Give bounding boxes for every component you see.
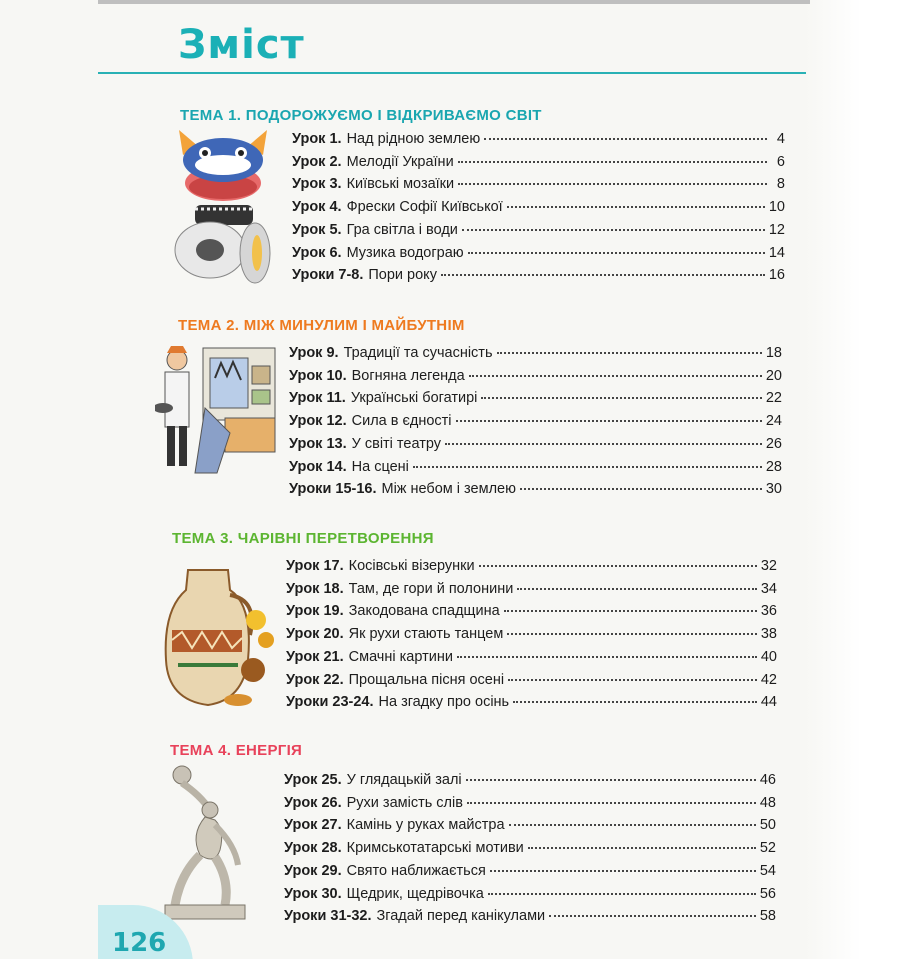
toc-entry <box>286 558 777 580</box>
dot-leader <box>507 633 757 635</box>
dot-leader <box>441 274 765 276</box>
lesson-page-number: 42 <box>760 671 777 688</box>
dot-leader <box>467 802 756 804</box>
lesson-number: Урок 27. <box>284 817 342 834</box>
lesson-number: Урок 9. <box>289 345 339 361</box>
lesson-title: Київські мозаїки <box>346 176 455 193</box>
lesson-number: Уроки 23-24. <box>286 694 374 711</box>
lesson-page-number: 56 <box>759 885 776 902</box>
lesson-number: Урок 4. <box>292 199 342 216</box>
lesson-page-number: 48 <box>759 794 776 811</box>
page-number: 126 <box>112 928 167 958</box>
lesson-number: Урок 21. <box>286 648 344 665</box>
dot-leader <box>497 352 762 354</box>
lesson-title: Згадай перед канікулами <box>376 908 546 925</box>
dot-leader <box>456 420 762 422</box>
toc-entry <box>292 245 785 267</box>
lesson-number: Урок 26. <box>284 794 342 811</box>
lesson-page-number: 26 <box>765 435 782 452</box>
dot-leader <box>517 588 757 590</box>
dot-leader <box>458 161 767 163</box>
toc-entry <box>292 154 785 176</box>
lesson-number: Урок 14. <box>289 458 347 475</box>
lesson-title: На згадку про осінь <box>378 694 510 711</box>
lesson-title: У глядацькій залі <box>346 772 462 788</box>
lesson-title: Сила в єдності <box>351 413 452 430</box>
lesson-page-number: 18 <box>765 345 782 361</box>
lesson-page-number: 36 <box>760 603 777 620</box>
dot-leader <box>549 915 756 917</box>
lesson-title: Гра світла і води <box>346 221 458 238</box>
lesson-number: Урок 28. <box>284 840 342 857</box>
dot-leader <box>520 488 762 490</box>
section-heading-3: ТЕМА 3. ЧАРІВНІ ПЕРЕТВОРЕННЯ <box>172 530 434 547</box>
lesson-page-number: 20 <box>765 367 782 384</box>
lesson-page-number: 14 <box>768 244 785 261</box>
dot-leader <box>481 397 761 399</box>
lesson-number: Урок 1. <box>292 131 342 147</box>
lesson-number: Урок 22. <box>286 671 344 688</box>
lesson-page-number: 28 <box>765 458 782 475</box>
lesson-number: Урок 19. <box>286 603 344 620</box>
lesson-title: Там, де гори й полонини <box>348 580 514 597</box>
top-edge <box>98 0 810 4</box>
lesson-title: Над рідною землею <box>346 131 481 147</box>
lesson-number: Урок 18. <box>286 580 344 597</box>
dot-leader <box>457 656 757 658</box>
lesson-page-number: 44 <box>760 694 777 711</box>
dot-leader <box>445 443 762 445</box>
toc-entry <box>289 390 782 412</box>
toc-entry <box>284 908 776 930</box>
dot-leader <box>458 183 767 185</box>
toc-entry <box>286 581 777 603</box>
dot-leader <box>513 701 757 703</box>
dot-leader <box>528 847 756 849</box>
toc-entry <box>292 267 785 289</box>
toc-entry <box>289 345 782 367</box>
lesson-page-number: 54 <box>759 862 776 879</box>
lesson-page-number: 46 <box>759 772 776 788</box>
page-title: Зміст <box>178 22 305 68</box>
dot-leader <box>508 679 757 681</box>
lesson-title: Смачні картини <box>348 648 453 665</box>
dot-leader <box>468 252 765 254</box>
dot-leader <box>488 893 756 895</box>
toc-entry <box>289 459 782 481</box>
lesson-title: Щедрик, щедрівочка <box>346 885 484 902</box>
dot-leader <box>504 610 757 612</box>
lesson-title: Прощальна пісня осені <box>348 671 505 688</box>
lesson-page-number: 4 <box>776 131 785 147</box>
lesson-title: Як рухи стають танцем <box>348 626 504 643</box>
lesson-title: Музика водограю <box>346 244 464 261</box>
lesson-number: Урок 12. <box>289 413 347 430</box>
lesson-page-number: 32 <box>760 558 777 574</box>
dot-leader <box>509 824 756 826</box>
lesson-title: Пори року <box>368 267 437 284</box>
lesson-title: Між небом і землею <box>381 481 516 498</box>
lesson-title: Рухи замість слів <box>346 794 463 811</box>
toc-entry <box>286 649 777 671</box>
lesson-number: Урок 2. <box>292 153 342 170</box>
dot-leader <box>484 138 767 140</box>
lesson-title: На сцені <box>351 458 409 475</box>
dot-leader <box>413 466 762 468</box>
toc-entry <box>284 772 776 794</box>
lesson-title: Фрески Софії Київської <box>346 199 503 216</box>
toc-entry <box>292 222 785 244</box>
section-heading-1: ТЕМА 1. ПОДОРОЖУЄМО І ВІДКРИВАЄМО СВІТ <box>180 107 542 124</box>
toc-entry <box>286 626 777 648</box>
dot-leader <box>479 565 757 567</box>
lesson-number: Урок 29. <box>284 862 342 879</box>
toc-entry <box>286 603 777 625</box>
ceramic-jug-icon <box>158 560 278 715</box>
lesson-number: Урок 20. <box>286 626 344 643</box>
toc-entry <box>286 694 777 716</box>
lesson-number: Урок 10. <box>289 367 347 384</box>
lesson-title: Вогняна легенда <box>351 367 465 384</box>
lesson-page-number: 22 <box>765 390 782 407</box>
lesson-number: Урок 3. <box>292 176 342 193</box>
lesson-page-number: 40 <box>760 648 777 665</box>
artist-studio-icon <box>155 338 280 483</box>
dot-leader <box>490 870 756 872</box>
toc-entry <box>292 199 785 221</box>
lesson-page-number: 34 <box>760 580 777 597</box>
toc-entry <box>284 886 776 908</box>
lesson-number: Урок 17. <box>286 558 344 574</box>
lesson-page-number: 24 <box>765 413 782 430</box>
lesson-title: Камінь у руках майстра <box>346 817 505 834</box>
lesson-page-number: 58 <box>759 908 776 925</box>
dot-leader <box>469 375 762 377</box>
toc-entry <box>292 176 785 198</box>
toc-entry <box>289 368 782 390</box>
toc-entry <box>286 672 777 694</box>
lesson-page-number: 6 <box>776 153 785 170</box>
lesson-number: Урок 5. <box>292 221 342 238</box>
lesson-title: Закодована спадщина <box>348 603 500 620</box>
lesson-number: Урок 6. <box>292 244 342 261</box>
lesson-title: Кримськотатарські мотиви <box>346 840 524 857</box>
toc-entry <box>284 817 776 839</box>
lesson-page-number: 52 <box>759 840 776 857</box>
toc-entry <box>289 413 782 435</box>
title-divider <box>98 72 806 74</box>
lesson-title: Традиції та сучасність <box>343 345 493 361</box>
toc-entry <box>284 840 776 862</box>
lesson-number: Уроки 7-8. <box>292 267 364 284</box>
lesson-title: Мелодії України <box>346 153 454 170</box>
toc-entry <box>289 436 782 458</box>
lesson-page-number: 10 <box>768 199 785 216</box>
toc-entry <box>284 795 776 817</box>
lesson-number: Урок 25. <box>284 772 342 788</box>
lesson-number: Урок 30. <box>284 885 342 902</box>
lesson-title: Українські богатирі <box>350 390 478 407</box>
section-heading-4: ТЕМА 4. ЕНЕРГІЯ <box>170 742 303 759</box>
lesson-page-number: 38 <box>760 626 777 643</box>
dot-leader <box>507 206 765 208</box>
lesson-number: Урок 11. <box>289 390 346 407</box>
toc-entry <box>292 131 785 153</box>
lesson-number: Уроки 31-32. <box>284 908 372 925</box>
toc-entry <box>289 481 782 503</box>
lesson-number: Урок 13. <box>289 435 347 452</box>
lesson-page-number: 30 <box>765 481 782 498</box>
lesson-title: Косівські візерунки <box>348 558 475 574</box>
lesson-page-number: 12 <box>768 221 785 238</box>
lesson-page-number: 16 <box>768 267 785 284</box>
lesson-title: У світі театру <box>351 435 442 452</box>
page-edge-shadow <box>805 0 900 959</box>
toc-entry <box>284 863 776 885</box>
lesson-page-number: 50 <box>759 817 776 834</box>
lesson-page-number: 8 <box>776 176 785 193</box>
dot-leader <box>462 229 765 231</box>
dot-leader <box>466 779 756 781</box>
section-heading-2: ТЕМА 2. МІЖ МИНУЛИМ І МАЙБУТНІМ <box>178 317 465 334</box>
lesson-number: Уроки 15-16. <box>289 481 377 498</box>
discobolus-statue-icon <box>160 765 255 930</box>
cat-sculpture-icon <box>165 125 280 300</box>
lesson-title: Свято наближається <box>346 862 486 879</box>
